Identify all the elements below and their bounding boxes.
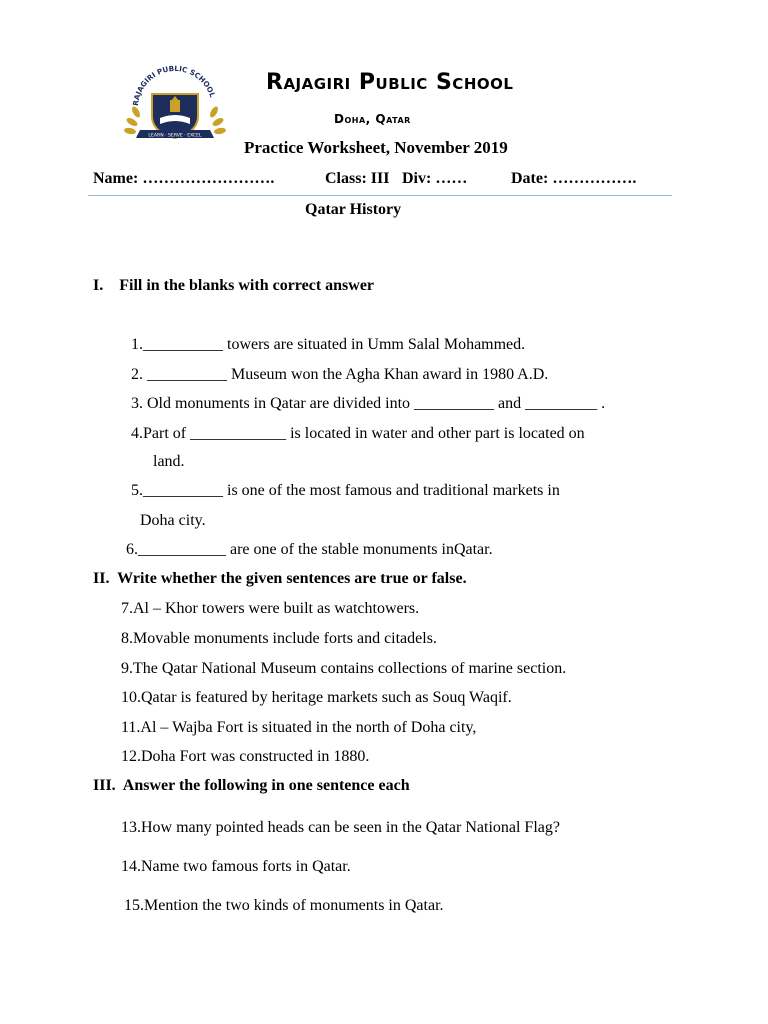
subject-title: Qatar History [305,201,402,218]
question-3: 3. Old monuments in Qatar are divided into __________ and _________ . [131,395,606,412]
question-7: 7.Al – Khor towers were built as watchtowers. [121,600,420,617]
question-11: 11.Al – Wajba Fort is situated in the north of Doha city, [121,719,477,736]
logo-ring-text: RAJAGIRI PUBLIC SCHOOL [131,63,218,107]
question-15: 15.Mention the two kinds of monuments in Qatar. [124,897,444,914]
school-logo [116,60,234,144]
question-9: 9.The Qatar National Museum contains collections of marine section. [121,660,567,677]
name-field: Name: ……………………. [93,170,275,187]
question-5-continued: Doha city. [140,512,206,529]
school-location: Doha, Qatar [334,112,411,126]
question-14: 14.Name two famous forts in Qatar. [121,858,351,875]
question-12: 12.Doha Fort was constructed in 1880. [121,748,370,765]
question-4: 4.Part of ____________ is located in water and other part is located on [131,425,585,442]
header-divider [88,195,672,196]
question-1: 1.__________ towers are situated in Umm Salal Mohammed. [131,336,526,353]
school-name: Rajagiri Public School [266,70,514,95]
worksheet-title: Practice Worksheet, November 2019 [244,138,508,157]
question-2: 2. __________ Museum won the Agha Khan award in 1980 A.D. [131,366,549,383]
section-2-heading: II. Write whether the given sentences are true or false. [93,570,467,587]
question-4-continued: land. [153,453,185,470]
div-field: Div: …… [402,170,468,187]
date-field: Date: ……………. [511,170,637,187]
question-6: 6.___________ are one of the stable monuments inQatar. [126,541,493,558]
question-5: 5.__________ is one of the most famous and traditional markets in [131,482,560,499]
question-10: 10.Qatar is featured by heritage markets such as Souq Waqif. [121,689,512,706]
class-field: Class: III [325,170,390,187]
section-1-heading: I. Fill in the blanks with correct answer [93,277,375,294]
question-13: 13.How many pointed heads can be seen in the Qatar National Flag? [121,819,560,836]
logo-motto: LEARN · SERVE · EXCEL [148,133,202,139]
question-8: 8.Movable monuments include forts and citadels. [121,630,437,647]
section-3-heading: III. Answer the following in one sentence each [93,777,410,794]
